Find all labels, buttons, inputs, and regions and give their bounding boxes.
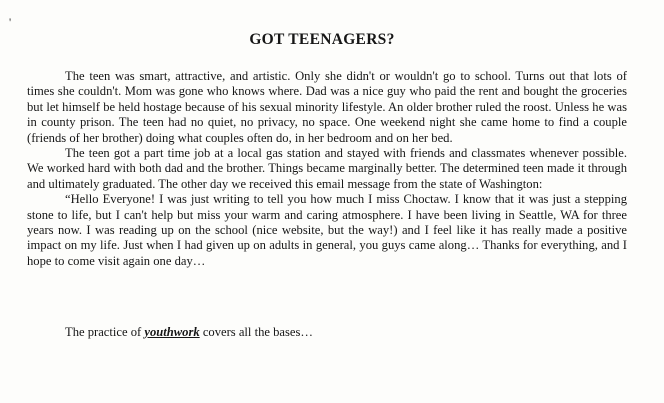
page-title: GOT TEENAGERS? [249,31,395,48]
paragraph-2: The teen got a part time job at a local gas station and stayed with friends and classmates whenever possible. We worked hard with both dad and the brother. Things became marginally better. The determined teen made it through and ultimately graduated. The other day we received this email message from the state of Washington: [27,146,627,191]
paragraph-1: The teen was smart, attractive, and artistic. Only she didn't or wouldn't go to school. Turns out that lots of times she couldn't. Mom was gone who knows where. Dad was a nice guy who paid the rent and bought the groceries but let himself be held hostage because of his sexual minority lifestyle. An older brother ruled the roost. Unless he was in county prison. The teen had no quiet, no privacy, no space. One weekend night she came home to find a couple (friends of her brother) doing what couples often do, in her bedroom and on her bed. [27,69,627,145]
closing-line [65,325,313,340]
youthwork-brand: youthwork [144,325,200,339]
paragraph-3-email-quote: “Hello Everyone! I was just writing to tell you how much I miss Choctaw. I know that it was just a stepping stone to life, but I can't help but miss your warm and caring atmosphere. I have been living in Seattle, WA for three years now. I was reading up on the school (nice website, but the way!) and I feel like it has really made a positive impact on my life. Just when I had given up on adults in general, you guys came along… Thanks for everything, and I hope to come visit again one day… [27,192,627,268]
closing-text-start: The practice of [65,325,145,339]
scan-speck: ' [9,15,12,29]
closing-text-end: covers all the bases… [199,325,313,339]
article-body [27,69,627,269]
